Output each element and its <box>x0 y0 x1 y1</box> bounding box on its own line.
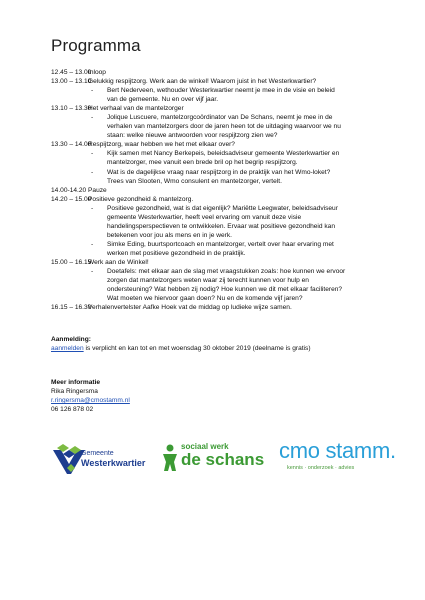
cmo-tagline: kennis · onderzoek · advies <box>287 465 355 471</box>
contact-name: Rika Ringersma <box>51 388 98 395</box>
register-link[interactable]: aanmelden <box>51 345 84 352</box>
schedule-time: 12.45 – 13.00 <box>51 69 92 76</box>
bullet-text-line: Bert Nederveen, wethouder Westerkwartier neemt je mee in de visie en beleid <box>107 87 335 95</box>
bullet-text-line: betekenen voor jou als mens en in je werk. <box>107 231 232 239</box>
bullet-dash: - <box>91 204 94 212</box>
schedule-bullet <box>91 168 381 186</box>
schedule-row <box>51 77 381 104</box>
schedule-time: 16.15 – 16.30 <box>51 304 92 312</box>
schedule-title: Respijtzorg, waar hebben we het met elkaar over? <box>88 141 235 149</box>
schedule-title: Inloop <box>88 69 106 76</box>
schedule-title: Positieve gezondheid & mantelzorg. <box>88 195 194 203</box>
schedule-time: 13.00 – 13.10 <box>51 78 92 86</box>
schedule-title: Verhalenvertelster Aafke Hoek vat de middag op ludieke wijze samen. <box>88 304 292 312</box>
schans-figure-icon <box>161 444 179 472</box>
schedule-row <box>51 68 381 77</box>
contact-heading: Meer informatie <box>51 379 101 386</box>
bullet-text-line: Doetafels: met elkaar aan de slag met vraagstukken zoals: hoe kunnen we ervoor <box>107 268 346 276</box>
schedule-bullet <box>91 204 381 240</box>
bullet-text-line: Trees van Slooten, Wmo consulent en mantelzorger, vertelt. <box>107 177 282 185</box>
schedule-bullet <box>91 86 381 104</box>
schedule-bullet <box>91 267 381 303</box>
bullet-text-line: handelingsperspectieven te ontwikkelen. Ervaar wat positieve gezondheid kan <box>107 222 335 230</box>
schedule-bullet <box>91 240 381 258</box>
bullet-dash: - <box>91 240 94 248</box>
registration-section <box>51 335 311 353</box>
cmo-stamm-logo <box>279 438 396 480</box>
bullet-dash: - <box>91 87 94 95</box>
bullet-text-line: gemeente Westerkwartier, heeft veel ervaring om vanuit deze visie <box>107 213 302 221</box>
bullet-text-line: Kijk samen met Nancy Berkepeis, beleidsadviseur gemeente Westerkwartier en <box>107 150 340 158</box>
cmo-stamm-label: cmo stamm. <box>279 438 396 463</box>
bullet-dash: - <box>91 168 94 176</box>
bullet-text-line: Jolique Luscuere, mantelzorgcoördinator van De Schans, neemt je mee in de <box>107 114 333 122</box>
bullet-text-line: ondersteuning? Wat hebben zij nodig? Hoe kunnen we dit met elkaar faciliteren? <box>107 286 343 294</box>
schedule-row <box>51 140 381 185</box>
sociaal-werk-label: sociaal werk <box>181 442 229 451</box>
schedule-time: 13.10 – 13.30 <box>51 105 92 113</box>
schedule-time: 14.20 – 15.00 <box>51 195 92 203</box>
schedule-bullet <box>91 149 381 167</box>
westerkwartier-label: Westerkwartier <box>81 457 146 468</box>
schedule-row <box>51 186 381 195</box>
schedule-title: Pauze <box>88 186 107 194</box>
bullet-text-line: werken met positieve gezondheid in de praktijk. <box>107 249 246 257</box>
contact-phone: 06 126 878 02 <box>51 406 94 413</box>
bullet-text-line: staan: welke nieuwe antwoorden voor respijtzorg zien we? <box>107 132 278 140</box>
schedule-time: 15.00 – 16.15 <box>51 258 92 266</box>
bullet-dash: - <box>91 268 94 276</box>
de-schans-logo <box>161 440 271 480</box>
schedule-title: Het verhaal van de mantelzorger <box>88 105 184 113</box>
schedule-time: 13.30 – 14.00 <box>51 141 92 149</box>
schedule-title: Werk aan de Winkel! <box>88 258 149 266</box>
gemeente-westerkwartier-logo <box>51 440 146 480</box>
bullet-dash: - <box>91 114 94 122</box>
bullet-text-line: mantelzorger, mee vanuit een brede bril op het begrip respijtzorg. <box>107 159 298 167</box>
schedule-row <box>51 258 381 303</box>
contact-section <box>51 378 130 414</box>
page-title: Programma <box>51 36 141 55</box>
schedule-title: Gelukkig respijtzorg. Werk aan de winkel! Waarom juist in het Westerkwartier? <box>88 78 317 86</box>
bullet-text-line: van de gemeente. Nu en over vijf jaar. <box>107 96 219 104</box>
bullet-text-line: Wat moeten we hiervoor gaan doen? Nu en de komende vijf jaren? <box>107 295 303 303</box>
bullet-dash: - <box>91 150 94 158</box>
contact-email-link[interactable]: r.ringersma@cmostamm.nl <box>51 397 130 404</box>
schedule-row <box>51 104 381 140</box>
de-schans-label: de schans <box>181 450 265 469</box>
bullet-text-line: zorgen dat mantelzorgers weten waar zij terecht kunnen voor hulp en <box>107 277 309 285</box>
registration-text: is verplicht en kan tot en met woensdag 30 oktober 2019 (deelname is gratis) <box>83 345 311 352</box>
schedule-row <box>51 303 381 312</box>
bullet-text-line: verhalen van mantelzorgers door de jaren heen tot de uitdaging waarvoor we nu <box>107 123 341 131</box>
sponsor-logos <box>51 438 396 480</box>
bullet-text-line: Positieve gezondheid, wat is dat eigenlijk? Mariëtte Leegwater, beleidsadviseur <box>107 204 338 212</box>
gemeente-label: Gemeente <box>81 450 114 457</box>
registration-heading: Aanmelding: <box>51 336 91 343</box>
bullet-text-line: Wat is de dagelijkse vraag naar respijtzorg in de praktijk van het Wmo-loket? <box>107 168 331 176</box>
schedule-time: 14.00-14.20 <box>51 186 87 194</box>
bullet-text-line: Simke Eding, buurtsportcoach en mantelzorger, vertelt over haar ervaring met <box>107 240 334 248</box>
schedule-row <box>51 195 381 258</box>
program-schedule <box>51 68 381 312</box>
schedule-bullet <box>91 113 381 140</box>
